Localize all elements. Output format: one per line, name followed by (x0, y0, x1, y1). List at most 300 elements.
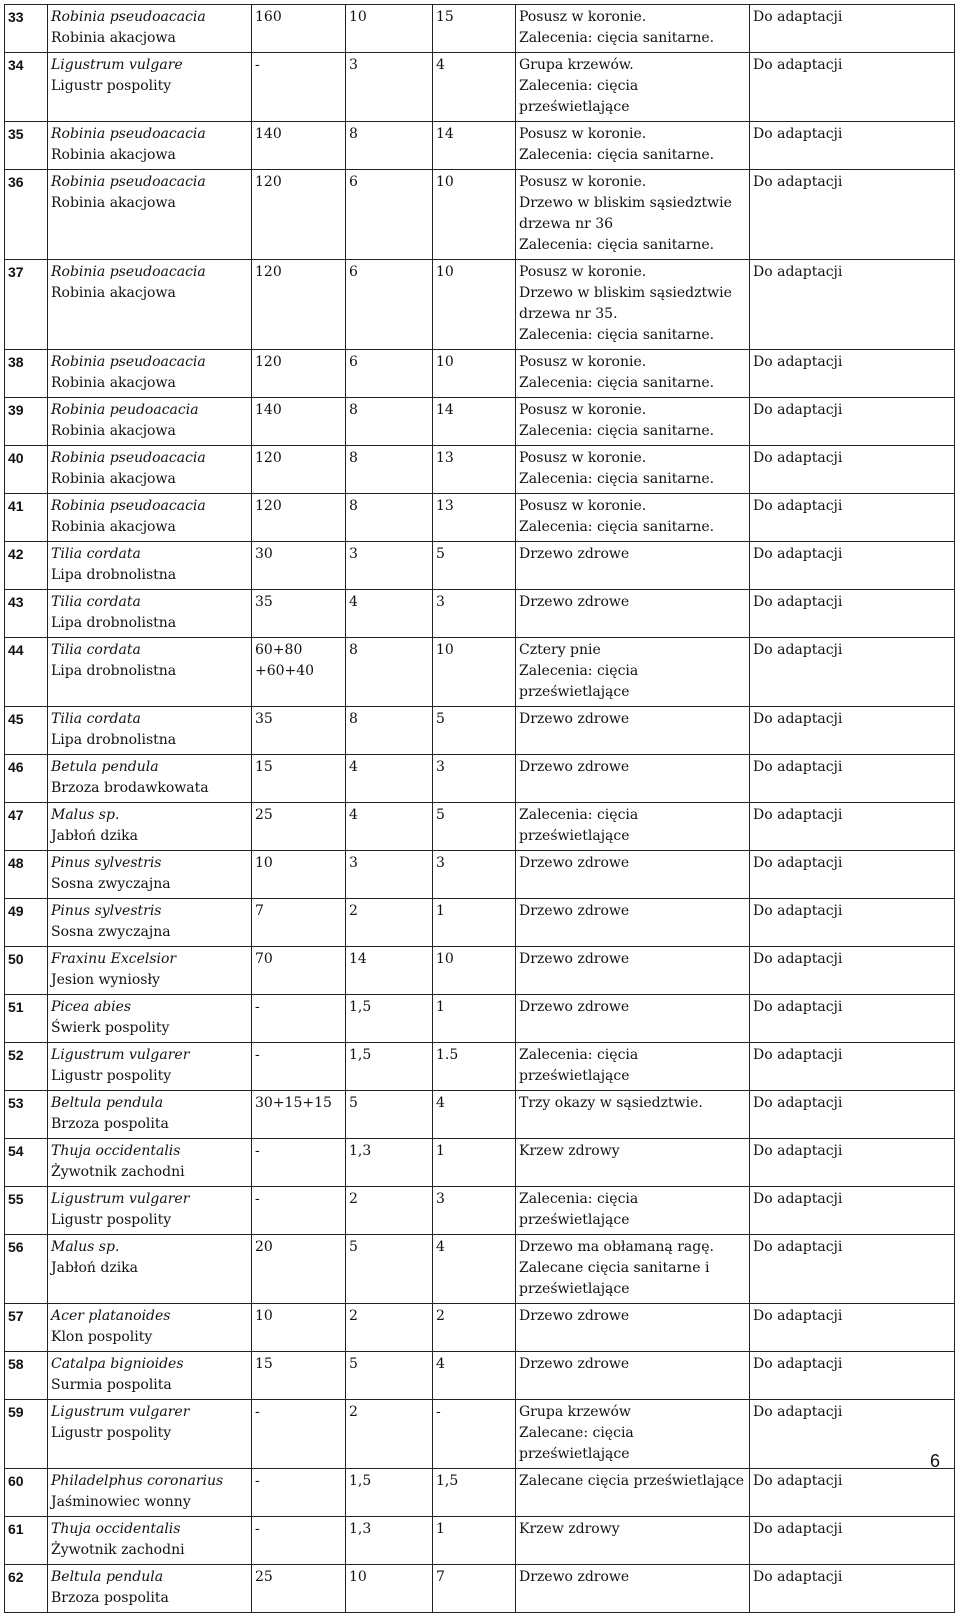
decision-text: Do adaptacji (753, 1404, 843, 1420)
species-latin-name: Robinia pseudoacacia (51, 354, 206, 370)
condition-note-line: Posusz w koronie. (519, 126, 647, 142)
condition-notes-cell (516, 1139, 750, 1187)
species-cell (48, 170, 252, 260)
species-polish-name: Robinia akacjowa (51, 471, 176, 487)
crown-width: 1 (436, 903, 445, 919)
row-number-cell (5, 446, 48, 494)
decision-text: Do adaptacji (753, 855, 843, 871)
trunk-circumference: 20 (255, 1239, 273, 1255)
row-number: 49 (8, 903, 24, 919)
trunk-circumference-cell (252, 638, 346, 707)
row-number: 34 (8, 57, 24, 73)
crown-width: 15 (436, 9, 454, 25)
table-row (5, 590, 955, 638)
trunk-circumference-cell (252, 494, 346, 542)
trunk-circumference: - (255, 1521, 260, 1537)
height-cell (346, 1043, 433, 1091)
condition-notes-cell (516, 1187, 750, 1235)
table-body (5, 5, 955, 1613)
species-latin-name: Catalpa bignioides (51, 1356, 184, 1372)
species-latin-name: Pinus sylvestris (51, 903, 162, 919)
condition-note-line: Drzewo zdrowe (519, 1356, 630, 1372)
species-polish-name: Ligustr pospolity (51, 1068, 172, 1084)
condition-notes-cell (516, 1517, 750, 1565)
table-row (5, 350, 955, 398)
species-polish-name: Robinia akacjowa (51, 147, 176, 163)
tree-height: 2 (349, 1308, 358, 1324)
species-polish-name: Surmia pospolita (51, 1377, 172, 1393)
crown-width: 13 (436, 498, 454, 514)
decision-text: Do adaptacji (753, 57, 843, 73)
row-number-cell (5, 707, 48, 755)
tree-height: 2 (349, 1404, 358, 1420)
trunk-circumference-cell (252, 542, 346, 590)
table-row (5, 1352, 955, 1400)
species-latin-name: Tilia cordata (51, 711, 141, 727)
row-number: 37 (8, 264, 24, 280)
height-cell (346, 542, 433, 590)
species-polish-name: Robinia akacjowa (51, 423, 176, 439)
table-row (5, 1565, 955, 1613)
species-latin-name: Philadelphus coronarius (51, 1473, 224, 1489)
species-cell (48, 638, 252, 707)
decision-text: Do adaptacji (753, 711, 843, 727)
table-row (5, 1517, 955, 1565)
species-latin-name: Beltula pendula (51, 1095, 164, 1111)
trunk-circumference: 70 (255, 951, 273, 967)
tree-inventory-table (4, 4, 955, 1613)
decision-cell (750, 53, 955, 122)
row-number-cell (5, 638, 48, 707)
table-row (5, 5, 955, 53)
height-cell (346, 1352, 433, 1400)
row-number: 47 (8, 807, 24, 823)
crown-width-cell (433, 755, 516, 803)
species-latin-name: Ligustrum vulgarer (51, 1047, 190, 1063)
species-latin-name: Picea abies (51, 999, 132, 1015)
condition-notes-cell (516, 803, 750, 851)
species-polish-name: Jabłoń dzika (51, 828, 139, 844)
row-number-cell (5, 1400, 48, 1469)
species-polish-name: Lipa drobnolistna (51, 567, 177, 583)
row-number-cell (5, 590, 48, 638)
row-number: 55 (8, 1191, 24, 1207)
species-polish-name: Jabłoń dzika (51, 1260, 139, 1276)
species-polish-name: Robinia akacjowa (51, 519, 176, 535)
species-latin-name: Robinia pseudoacacia (51, 498, 206, 514)
row-number-cell (5, 260, 48, 350)
trunk-circumference-cell (252, 851, 346, 899)
tree-height: 6 (349, 264, 358, 280)
height-cell (346, 1469, 433, 1517)
crown-width-cell (433, 1091, 516, 1139)
trunk-circumference-cell (252, 1304, 346, 1352)
table-row (5, 1043, 955, 1091)
height-cell (346, 398, 433, 446)
row-number-cell (5, 1187, 48, 1235)
condition-note-line: Zalecenia: cięcia (519, 1191, 639, 1207)
table-row (5, 1304, 955, 1352)
row-number: 38 (8, 354, 24, 370)
height-cell (346, 446, 433, 494)
condition-note-line: Drzewo zdrowe (519, 546, 630, 562)
decision-cell (750, 947, 955, 995)
species-latin-name: Robinia pseudoacacia (51, 126, 206, 142)
row-number: 44 (8, 642, 24, 658)
tree-height: 8 (349, 450, 358, 466)
row-number: 57 (8, 1308, 24, 1324)
decision-cell (750, 638, 955, 707)
species-cell (48, 260, 252, 350)
tree-height: 3 (349, 546, 358, 562)
tree-height: 1,3 (349, 1143, 372, 1159)
condition-note-line: Drzewo zdrowe (519, 1569, 630, 1585)
table-row (5, 1469, 955, 1517)
species-cell (48, 5, 252, 53)
trunk-circumference-cell (252, 1517, 346, 1565)
tree-height: 4 (349, 807, 358, 823)
condition-notes-cell (516, 899, 750, 947)
row-number-cell (5, 170, 48, 260)
species-latin-name: Robinia pseudoacacia (51, 9, 206, 25)
decision-cell (750, 350, 955, 398)
trunk-circumference: 15 (255, 1356, 273, 1372)
species-cell (48, 446, 252, 494)
species-latin-name: Ligustrum vulgare (51, 57, 183, 73)
table-row (5, 755, 955, 803)
table-row (5, 707, 955, 755)
tree-height: 2 (349, 903, 358, 919)
species-latin-name: Tilia cordata (51, 642, 141, 658)
decision-cell (750, 803, 955, 851)
species-cell (48, 1187, 252, 1235)
condition-note-line: Zalecenia: cięcia sanitarne. (519, 519, 715, 535)
trunk-circumference-cell (252, 53, 346, 122)
decision-cell (750, 398, 955, 446)
condition-note-line: Drzewo ma obłamaną ragę. (519, 1239, 714, 1255)
crown-width-cell (433, 947, 516, 995)
row-number-cell (5, 53, 48, 122)
condition-note-line: Drzewo w bliskim sąsiedztwie (519, 195, 732, 211)
crown-width-cell (433, 803, 516, 851)
species-cell (48, 350, 252, 398)
species-latin-name: Acer platanoides (51, 1308, 171, 1324)
crown-width-cell (433, 1400, 516, 1469)
decision-text: Do adaptacji (753, 402, 843, 418)
crown-width: 1 (436, 999, 445, 1015)
species-latin-name: Malus sp. (51, 1239, 120, 1255)
trunk-circumference-cell (252, 122, 346, 170)
tree-height: 4 (349, 759, 358, 775)
decision-cell (750, 1304, 955, 1352)
row-number-cell (5, 803, 48, 851)
species-polish-name: Ligustr pospolity (51, 1425, 172, 1441)
species-polish-name: Sosna zwyczajna (51, 924, 171, 940)
condition-notes-cell (516, 170, 750, 260)
height-cell (346, 1091, 433, 1139)
crown-width: 3 (436, 855, 445, 871)
crown-width-cell (433, 1187, 516, 1235)
condition-note-line: Drzewo zdrowe (519, 1308, 630, 1324)
condition-note-line: Drzewo w bliskim sąsiedztwie (519, 285, 732, 301)
condition-note-line: Zalecenia: cięcia sanitarne. (519, 147, 715, 163)
species-latin-name: Thuja occidentalis (51, 1521, 181, 1537)
condition-notes-cell (516, 851, 750, 899)
decision-cell (750, 1400, 955, 1469)
tree-height: 8 (349, 126, 358, 142)
condition-notes-cell (516, 122, 750, 170)
trunk-circumference-cell (252, 1139, 346, 1187)
row-number-cell (5, 1091, 48, 1139)
decision-text: Do adaptacji (753, 354, 843, 370)
condition-note-line: Zalecenia: cięcia sanitarne. (519, 327, 715, 343)
crown-width: 10 (436, 264, 454, 280)
decision-text: Do adaptacji (753, 642, 843, 658)
height-cell (346, 170, 433, 260)
species-cell (48, 1139, 252, 1187)
decision-cell (750, 1565, 955, 1613)
row-number: 53 (8, 1095, 24, 1111)
height-cell (346, 899, 433, 947)
table-row (5, 899, 955, 947)
trunk-circumference-cell (252, 1400, 346, 1469)
crown-width-cell (433, 899, 516, 947)
row-number: 61 (8, 1521, 24, 1537)
species-cell (48, 494, 252, 542)
species-latin-name: Robinia pseudoacacia (51, 174, 206, 190)
condition-note-line: Zalecenia: cięcia sanitarne. (519, 423, 715, 439)
trunk-circumference: 25 (255, 1569, 273, 1585)
trunk-circumference: - (255, 1473, 260, 1489)
decision-text: Do adaptacji (753, 1191, 843, 1207)
crown-width: 4 (436, 1356, 445, 1372)
table-row (5, 1187, 955, 1235)
species-polish-name: Świerk pospolity (51, 1020, 170, 1036)
species-polish-name: Lipa drobnolistna (51, 732, 177, 748)
condition-notes-cell (516, 1091, 750, 1139)
condition-notes-cell (516, 1235, 750, 1304)
condition-notes-cell (516, 494, 750, 542)
decision-text: Do adaptacji (753, 903, 843, 919)
species-latin-name: Robinia pseudoacacia (51, 450, 206, 466)
decision-cell (750, 1043, 955, 1091)
condition-note-line: Zalecane cięcia sanitarne i (519, 1260, 710, 1276)
decision-cell (750, 5, 955, 53)
crown-width: 1.5 (436, 1047, 459, 1063)
trunk-circumference: - (255, 1143, 260, 1159)
crown-width: 4 (436, 1239, 445, 1255)
species-polish-name: Brzoza brodawkowata (51, 780, 209, 796)
condition-notes-cell (516, 995, 750, 1043)
crown-width-cell (433, 1469, 516, 1517)
crown-width-cell (433, 1235, 516, 1304)
species-cell (48, 1235, 252, 1304)
crown-width: 3 (436, 594, 445, 610)
tree-height: 1,5 (349, 999, 372, 1015)
height-cell (346, 1304, 433, 1352)
crown-width-cell (433, 995, 516, 1043)
row-number: 39 (8, 402, 24, 418)
condition-notes-cell (516, 350, 750, 398)
row-number-cell (5, 1043, 48, 1091)
condition-note-line: prześwietlające (519, 1068, 630, 1084)
trunk-circumference-cell (252, 1187, 346, 1235)
crown-width-cell (433, 1139, 516, 1187)
condition-note-line: Posusz w koronie. (519, 402, 647, 418)
condition-notes-cell (516, 947, 750, 995)
condition-note-line: Zalecenia: cięcia sanitarne. (519, 375, 715, 391)
species-latin-name: Pinus sylvestris (51, 855, 162, 871)
condition-note-line: Posusz w koronie. (519, 9, 647, 25)
height-cell (346, 1565, 433, 1613)
decision-cell (750, 494, 955, 542)
condition-note-line: drzewa nr 35. (519, 306, 618, 322)
species-polish-name: Sosna zwyczajna (51, 876, 171, 892)
trunk-circumference: - (255, 1404, 260, 1420)
crown-width-cell (433, 1352, 516, 1400)
trunk-circumference-cell (252, 1565, 346, 1613)
condition-note-line: Drzewo zdrowe (519, 759, 630, 775)
trunk-circumference: 10 (255, 855, 273, 871)
crown-width-cell (433, 5, 516, 53)
condition-notes-cell (516, 1352, 750, 1400)
decision-cell (750, 1469, 955, 1517)
species-latin-name: Robinia peudoacacia (51, 402, 199, 418)
tree-height: 8 (349, 642, 358, 658)
condition-notes-cell (516, 590, 750, 638)
trunk-circumference-cell (252, 170, 346, 260)
species-cell (48, 755, 252, 803)
decision-text: Do adaptacji (753, 9, 843, 25)
trunk-circumference: - (255, 57, 260, 73)
crown-width: 10 (436, 354, 454, 370)
condition-notes-cell (516, 398, 750, 446)
row-number-cell (5, 350, 48, 398)
condition-note-line: Zalecenia: cięcia sanitarne. (519, 471, 715, 487)
row-number: 56 (8, 1239, 24, 1255)
height-cell (346, 1235, 433, 1304)
decision-cell (750, 1139, 955, 1187)
height-cell (346, 1517, 433, 1565)
crown-width: 3 (436, 759, 445, 775)
species-latin-name: Betula pendula (51, 759, 159, 775)
species-polish-name: Robinia akacjowa (51, 30, 176, 46)
crown-width: 4 (436, 57, 445, 73)
table-row (5, 995, 955, 1043)
trunk-circumference: 120 (255, 354, 282, 370)
species-polish-name: Lipa drobnolistna (51, 615, 177, 631)
trunk-circumference: 120 (255, 174, 282, 190)
condition-note-line: Posusz w koronie. (519, 354, 647, 370)
crown-width: 1,5 (436, 1473, 459, 1489)
decision-cell (750, 851, 955, 899)
trunk-circumference: 10 (255, 1308, 273, 1324)
decision-cell (750, 1235, 955, 1304)
condition-notes-cell (516, 1565, 750, 1613)
crown-width: 7 (436, 1569, 445, 1585)
trunk-circumference: 25 (255, 807, 273, 823)
crown-width-cell (433, 1304, 516, 1352)
row-number: 51 (8, 999, 24, 1015)
species-polish-name: Robinia akacjowa (51, 285, 176, 301)
decision-text: Do adaptacji (753, 1047, 843, 1063)
tree-height: 4 (349, 594, 358, 610)
species-latin-name: Beltula pendula (51, 1569, 164, 1585)
height-cell (346, 122, 433, 170)
condition-notes-cell (516, 755, 750, 803)
condition-notes-cell (516, 1043, 750, 1091)
decision-text: Do adaptacji (753, 999, 843, 1015)
trunk-circumference-cell (252, 1091, 346, 1139)
species-cell (48, 1043, 252, 1091)
trunk-circumference: 35 (255, 711, 273, 727)
trunk-circumference-cell (252, 5, 346, 53)
crown-width: 5 (436, 807, 445, 823)
trunk-circumference-cell (252, 1352, 346, 1400)
tree-height: 3 (349, 57, 358, 73)
row-number-cell (5, 542, 48, 590)
height-cell (346, 260, 433, 350)
row-number-cell (5, 5, 48, 53)
crown-width-cell (433, 638, 516, 707)
condition-notes-cell (516, 1304, 750, 1352)
height-cell (346, 638, 433, 707)
decision-cell (750, 899, 955, 947)
row-number-cell (5, 494, 48, 542)
crown-width: 1 (436, 1521, 445, 1537)
species-latin-name: Ligustrum vulgarer (51, 1404, 190, 1420)
crown-width: 10 (436, 951, 454, 967)
condition-note-line: Posusz w koronie. (519, 264, 647, 280)
table-row (5, 398, 955, 446)
table-row (5, 494, 955, 542)
decision-text: Do adaptacji (753, 174, 843, 190)
condition-notes-cell (516, 53, 750, 122)
trunk-circumference-cell (252, 590, 346, 638)
crown-width-cell (433, 350, 516, 398)
crown-width-cell (433, 494, 516, 542)
condition-notes-cell (516, 446, 750, 494)
decision-cell (750, 1517, 955, 1565)
decision-cell (750, 590, 955, 638)
crown-width-cell (433, 707, 516, 755)
decision-text: Do adaptacji (753, 1569, 843, 1585)
species-latin-name: Fraxinu Excelsior (51, 951, 177, 967)
decision-text: Do adaptacji (753, 1143, 843, 1159)
species-polish-name: Ligustr pospolity (51, 1212, 172, 1228)
trunk-circumference: 160 (255, 9, 282, 25)
condition-note-line: Posusz w koronie. (519, 174, 647, 190)
row-number-cell (5, 851, 48, 899)
species-latin-name: Malus sp. (51, 807, 120, 823)
decision-text: Do adaptacji (753, 807, 843, 823)
trunk-circumference-cell (252, 707, 346, 755)
crown-width: 5 (436, 711, 445, 727)
page-number: 6 (930, 1451, 941, 1471)
table-row (5, 1091, 955, 1139)
crown-width-cell (433, 53, 516, 122)
height-cell (346, 707, 433, 755)
trunk-circumference-cell (252, 1043, 346, 1091)
row-number-cell (5, 995, 48, 1043)
condition-note-line: drzewa nr 36 (519, 216, 614, 232)
trunk-circumference: 7 (255, 903, 264, 919)
trunk-circumference-cell (252, 1469, 346, 1517)
crown-width: 10 (436, 642, 454, 658)
crown-width-cell (433, 260, 516, 350)
condition-note-line: Krzew zdrowy (519, 1143, 620, 1159)
crown-width: 3 (436, 1191, 445, 1207)
